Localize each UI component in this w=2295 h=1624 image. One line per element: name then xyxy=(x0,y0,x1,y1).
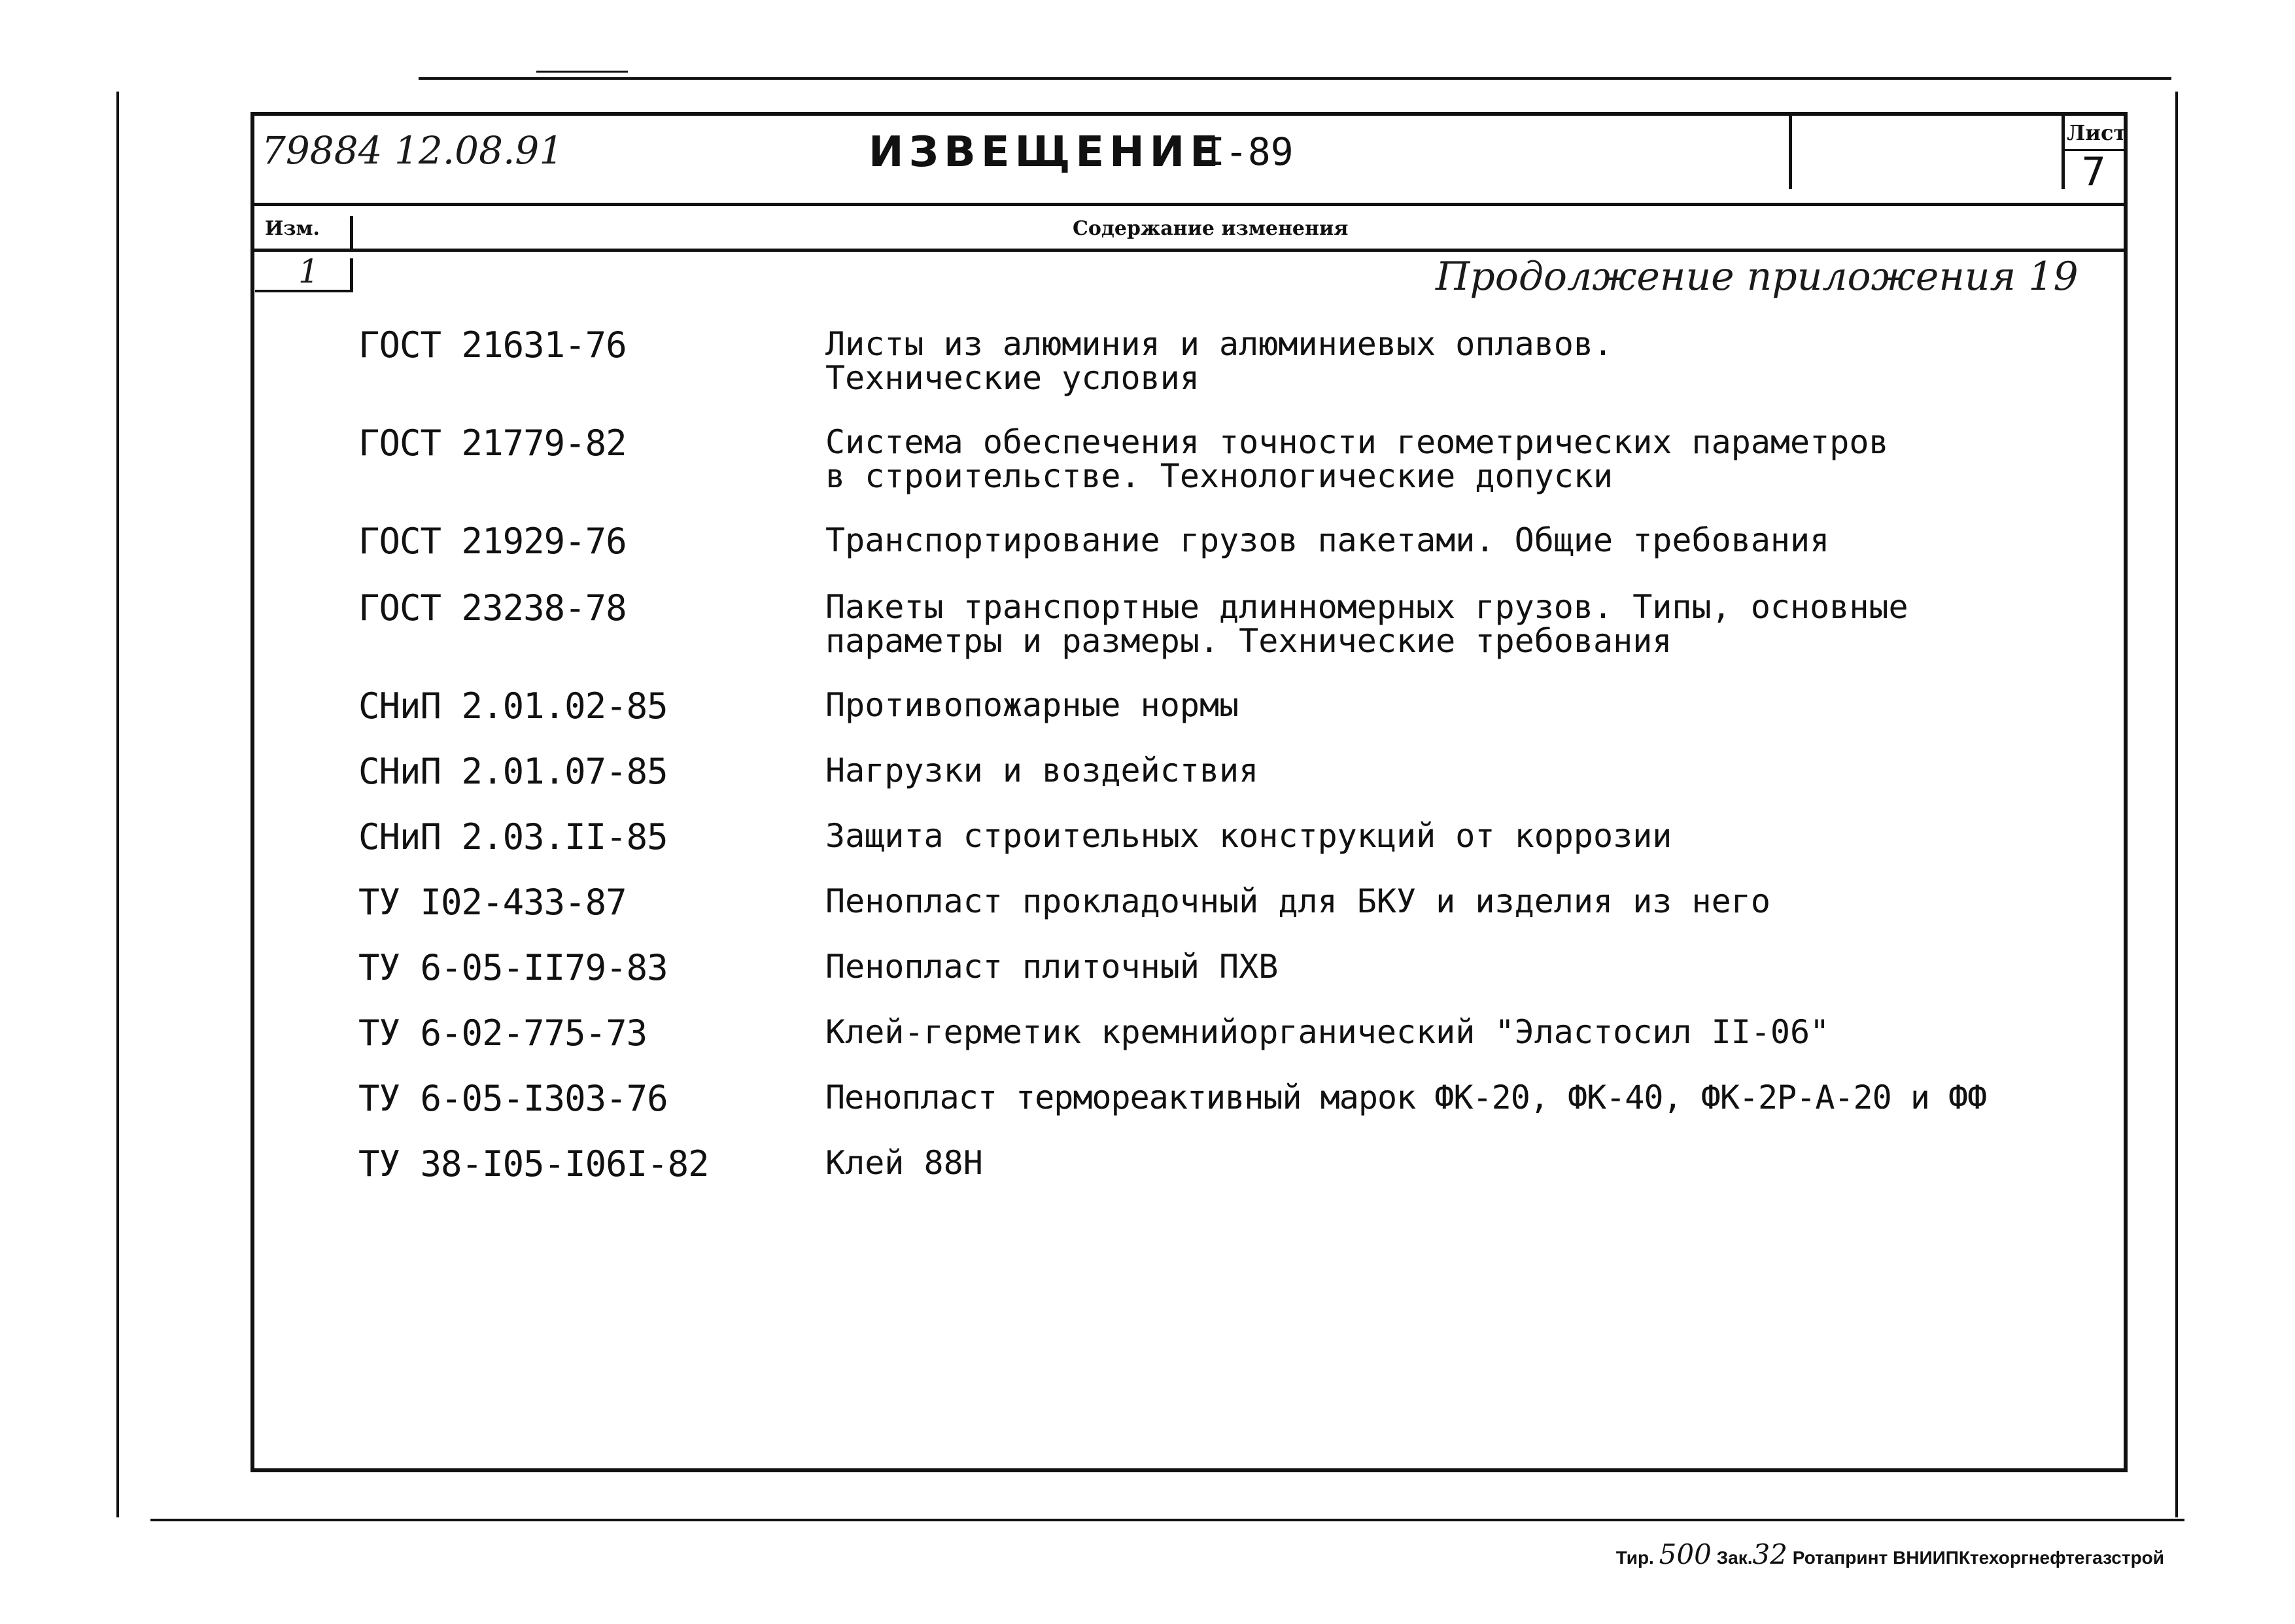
entry-description: Листы из алюминия и алюминиевых оплавов. Технические условия xyxy=(825,325,1613,397)
entry-code: ТУ 38-I05-I06I-82 xyxy=(358,1143,709,1184)
entry-description: Транспортирование грузов пакетами. Общие требования xyxy=(825,521,1830,559)
content-label: Содержание изменения xyxy=(1073,217,1349,240)
izm-value: 1 xyxy=(298,252,319,290)
tir-label: Тир. xyxy=(1615,1547,1654,1568)
handwritten-number: 79884 12.08.91 xyxy=(262,128,564,173)
frame-bottom-border xyxy=(250,1468,2128,1472)
entry-code: СНиП 2.03.II-85 xyxy=(358,816,668,857)
top-outer-dash xyxy=(536,71,628,73)
entry-description: Пенопласт прокладочный для БКУ и изделия из него xyxy=(825,882,1770,920)
entry-description: Клей-герметик кремнийорганический "Эластосил II-06" xyxy=(825,1013,1830,1051)
entry-description: Клей 88Н xyxy=(825,1144,983,1182)
notice-title: ИЗВЕЩЕНИЕ xyxy=(869,128,1224,177)
header-divider-1 xyxy=(1789,116,1792,189)
entry-code: ГОСТ 21631-76 xyxy=(358,324,627,366)
handwritten-continuation-note: Продолжение приложения 19 xyxy=(1436,254,2079,300)
entry-code: СНиП 2.01.02-85 xyxy=(358,685,668,727)
top-outer-line xyxy=(419,77,2171,80)
entry-description: Нагрузки и воздействия xyxy=(825,752,1259,789)
notice-number: I-89 xyxy=(1202,130,1294,174)
entry-description: Система обеспечения точности геометрических параметров в строительстве. Технологические допуски xyxy=(825,423,1889,495)
right-outer-line xyxy=(2175,92,2178,1517)
entry-description: Пакеты транспортные длинномерных грузов. Типы, основные параметры и размеры. Технические требования xyxy=(825,588,1908,660)
entry-code: СНиП 2.01.07-85 xyxy=(358,751,668,792)
zak-value: 32 xyxy=(1752,1538,1787,1570)
entry-code: ТУ 6-05-II79-83 xyxy=(358,947,668,988)
entry-description: Противопожарные нормы xyxy=(825,686,1239,724)
izm-cell-divider-top xyxy=(350,216,353,249)
left-outer-line xyxy=(116,92,119,1517)
entry-description: Защита строительных конструкций от коррозии xyxy=(825,817,1672,855)
zak-label: Зак. xyxy=(1716,1547,1753,1568)
header-divider-2 xyxy=(2062,116,2065,189)
subheader-bottom-border xyxy=(250,249,2128,252)
sheet-number: 7 xyxy=(2081,149,2107,195)
print-footer xyxy=(1616,1538,2164,1570)
entry-description: Пенопласт термореактивный марок ФК-20, ФК-40, ФК-2Р-А-20 и ФФ xyxy=(825,1079,1987,1116)
izm-cell-divider-bottom xyxy=(350,258,353,291)
izm-label: Изм. xyxy=(265,217,320,240)
header-bottom-border xyxy=(250,203,2128,206)
header-right-border xyxy=(2124,112,2128,1472)
entry-code: ТУ I02-433-87 xyxy=(358,882,627,923)
entry-code: ТУ 6-02-775-73 xyxy=(358,1012,647,1054)
bottom-outer-line xyxy=(150,1519,2184,1521)
header-left-border xyxy=(250,112,254,1472)
sheet-label: Лист xyxy=(2067,120,2127,145)
header-top-border xyxy=(250,112,2128,116)
printer-name: Ротапринт ВНИИПКтехоргнефтегазстрой xyxy=(1792,1547,2164,1568)
entry-description: Пенопласт плиточный ПХВ xyxy=(825,948,1279,986)
tir-value: 500 xyxy=(1659,1538,1712,1570)
entry-code: ТУ 6-05-I303-76 xyxy=(358,1078,668,1119)
entry-code: ГОСТ 21929-76 xyxy=(358,521,627,562)
entry-code: ГОСТ 21779-82 xyxy=(358,423,627,464)
entry-code: ГОСТ 23238-78 xyxy=(358,587,627,629)
